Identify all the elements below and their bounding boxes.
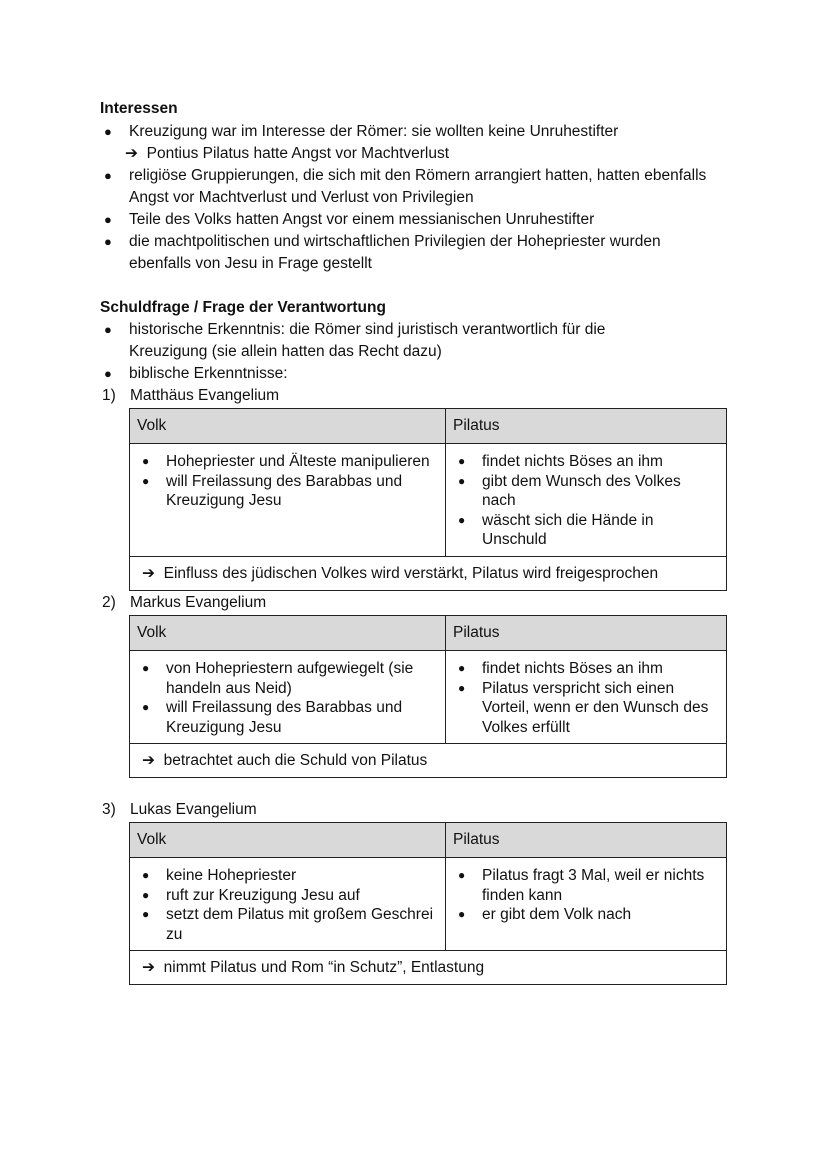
pilatus-cell xyxy=(446,651,727,744)
conclusion-row xyxy=(130,951,727,985)
column-header-volk: Volk xyxy=(130,823,446,858)
bullet-icon: ● xyxy=(458,661,466,675)
bullet-icon: ● xyxy=(104,124,112,139)
list-item xyxy=(454,679,718,738)
bullet-icon: ● xyxy=(458,512,466,527)
bullet-icon: ● xyxy=(458,868,466,882)
conclusion-text: betrachtet auch die Schuld von Pilatus xyxy=(163,752,428,769)
volk-cell xyxy=(130,444,446,557)
gospel-heading xyxy=(102,592,266,614)
list-item-text: findet nichts Böses an ihm xyxy=(482,660,663,677)
volk-cell xyxy=(130,651,446,744)
list-item-text: setzt dem Pilatus mit großem Geschrei zu xyxy=(166,906,434,943)
list-item xyxy=(454,472,718,511)
list-item-text: er gibt dem Volk nach xyxy=(482,906,632,923)
bullet-icon: ● xyxy=(104,322,112,337)
list-item xyxy=(454,866,718,905)
column-header-pilatus: Pilatus xyxy=(446,409,727,444)
bullet-icon: ● xyxy=(104,234,112,249)
section-heading-interessen: Interessen xyxy=(100,100,178,117)
bullet-icon: ● xyxy=(142,454,150,468)
list-item xyxy=(138,659,437,698)
list-item xyxy=(454,659,718,679)
list-item-text: Kreuzigung war im Interesse der Römer: sie wollten keine Unruhestifter xyxy=(129,123,619,140)
column-header-volk: Volk xyxy=(130,616,446,651)
bullet-icon: ● xyxy=(142,700,150,714)
gospel-table xyxy=(129,822,727,985)
list-item xyxy=(138,698,437,737)
pilatus-cell xyxy=(446,858,727,951)
list-item-text: findet nichts Böses an ihm xyxy=(482,453,663,470)
bullet-icon: ● xyxy=(142,907,150,921)
bullet-icon: ● xyxy=(104,212,112,227)
list-item-text: Pilatus fragt 3 Mal, weil er nichts finden kann xyxy=(482,867,705,904)
list-item-text: historische Erkenntnis: die Römer sind juristisch verantwortlich für die Kreuzigung (sie allein hatten das Recht dazu) xyxy=(129,321,606,360)
gospel-name: Markus Evangelium xyxy=(130,594,267,611)
list-item-text: die machtpolitischen und wirtschaftlichen Privilegien der Hohepriester wurden ebenfalls von Jesu in Frage gestellt xyxy=(129,233,661,272)
sub-item xyxy=(125,143,449,165)
conclusion-text: Einfluss des jüdischen Volkes wird verstärkt, Pilatus wird freigesprochen xyxy=(163,564,659,582)
list-item xyxy=(138,886,437,906)
list-item xyxy=(138,452,437,472)
list-item-text: will Freilassung des Barabbas und Kreuzigung Jesu xyxy=(166,472,403,509)
arrow-icon: ➔ xyxy=(125,145,138,162)
gospel-number: 1) xyxy=(102,387,116,404)
arrow-icon: ➔ xyxy=(142,959,155,976)
column-header-pilatus: Pilatus xyxy=(446,823,727,858)
list-item-text: Pilatus verspricht sich einen Vorteil, wenn er den Wunsch des Volkes erfüllt xyxy=(482,679,709,736)
gospel-table xyxy=(129,408,727,591)
gospel-heading xyxy=(102,385,279,407)
column-header-pilatus: Pilatus xyxy=(446,616,727,651)
bullet-icon: ● xyxy=(104,366,112,381)
conclusion-text: nimmt Pilatus und Rom “in Schutz”, Entlastung xyxy=(163,959,485,976)
list-item xyxy=(454,511,718,550)
arrow-icon: ➔ xyxy=(142,564,155,582)
gospel-name: Matthäus Evangelium xyxy=(130,387,280,404)
bullet-icon: ● xyxy=(104,168,112,183)
sub-item-text: Pontius Pilatus hatte Angst vor Machtverlust xyxy=(146,145,450,162)
bullet-icon: ● xyxy=(458,473,466,488)
list-item-text: Teile des Volks hatten Angst vor einem messianischen Unruhestifter xyxy=(129,211,595,228)
bullet-icon: ● xyxy=(458,907,466,921)
bullet-icon: ● xyxy=(458,680,466,695)
list-item xyxy=(454,452,718,472)
list-item-text: biblische Erkenntnisse: xyxy=(129,365,288,382)
gospel-table xyxy=(129,615,727,778)
list-item-text: religiöse Gruppierungen, die sich mit den Römern arrangiert hatten, hatten ebenfalls Angst vor Machtverlust und Verlust von Privilegien xyxy=(129,167,707,206)
pilatus-cell xyxy=(446,444,727,557)
list-item xyxy=(138,866,437,886)
conclusion-row xyxy=(130,744,727,778)
list-item xyxy=(138,905,437,944)
list-item-text: wäscht sich die Hände in Unschuld xyxy=(482,511,654,548)
list-item xyxy=(454,905,718,925)
list-item-text: Hohepriester und Älteste manipulieren xyxy=(166,453,430,470)
list-item xyxy=(138,472,437,511)
gospel-number: 2) xyxy=(102,594,116,611)
arrow-icon: ➔ xyxy=(142,752,155,769)
bullet-icon: ● xyxy=(142,473,150,488)
list-item-text: will Freilassung des Barabbas und Kreuzigung Jesu xyxy=(166,699,403,736)
list-item-text: ruft zur Kreuzigung Jesu auf xyxy=(166,886,360,904)
list-item-text: von Hohepriestern aufgewiegelt (sie handeln aus Neid) xyxy=(166,660,414,697)
bullet-icon: ● xyxy=(458,454,466,468)
gospel-heading xyxy=(102,799,257,821)
list-item-text: keine Hohepriester xyxy=(166,867,297,884)
column-header-volk: Volk xyxy=(130,409,446,444)
gospel-name: Lukas Evangelium xyxy=(130,801,257,818)
gospel-number: 3) xyxy=(102,801,116,818)
bullet-icon: ● xyxy=(142,661,150,675)
volk-cell xyxy=(130,858,446,951)
bullet-icon: ● xyxy=(142,887,150,902)
bullet-icon: ● xyxy=(142,868,150,882)
conclusion-row xyxy=(130,556,727,590)
list-item-text: gibt dem Wunsch des Volkes nach xyxy=(482,472,681,509)
section-heading-schuldfrage: Schuldfrage / Frage der Verantwortung xyxy=(100,299,386,316)
